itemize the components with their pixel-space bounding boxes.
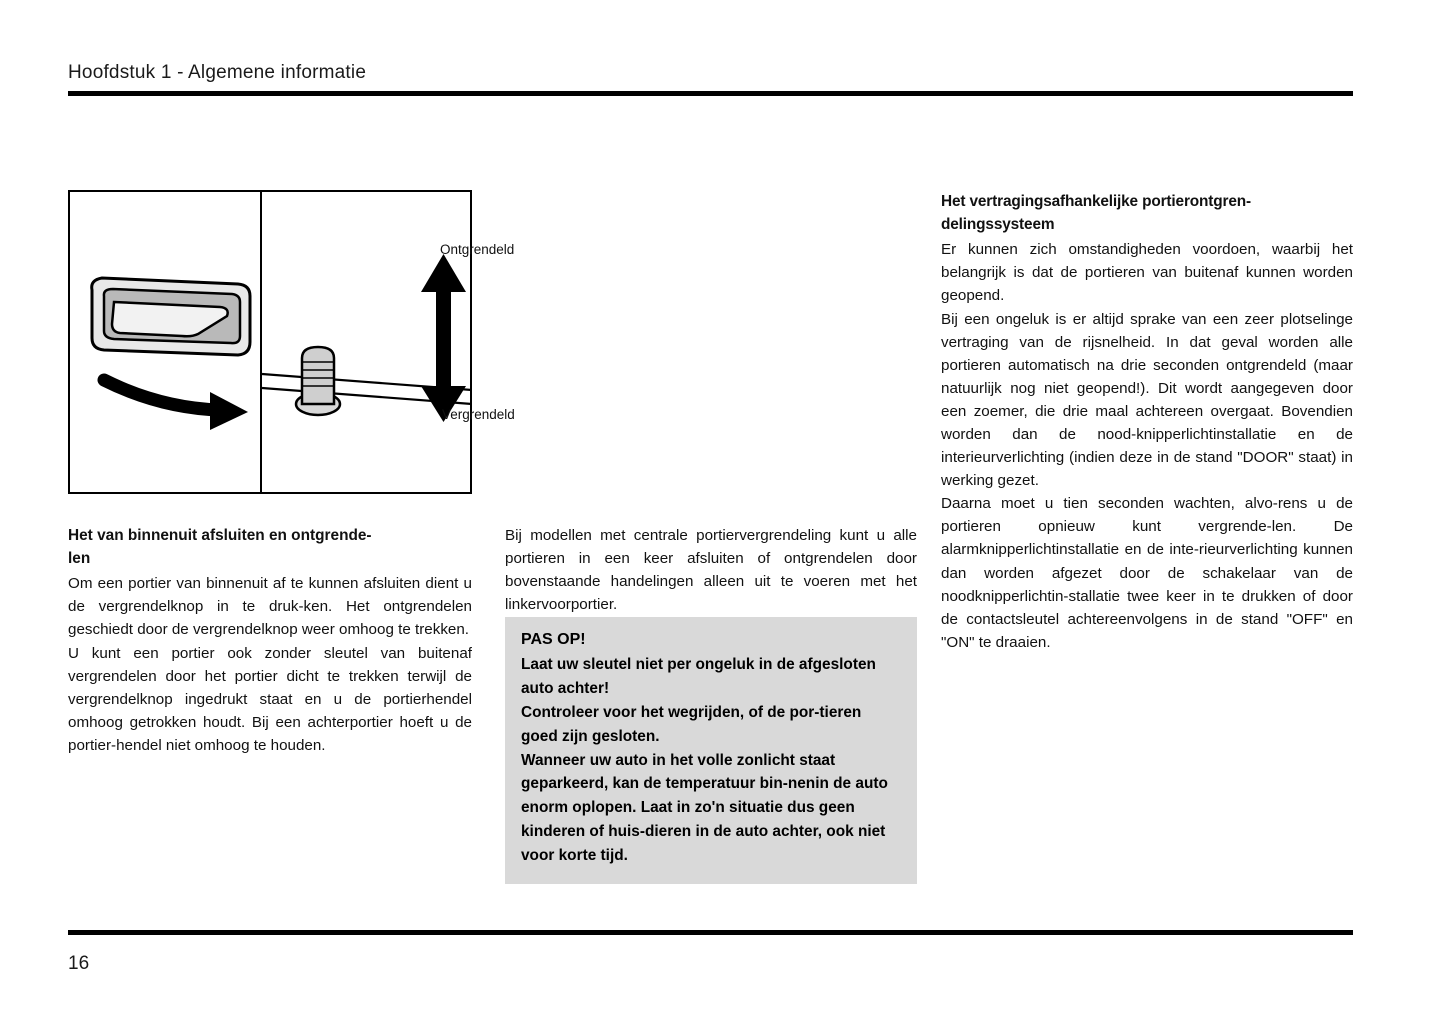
- caution-line-2: Controleer voor het wegrijden, of de por-tieren goed zijn gesloten.: [521, 703, 862, 745]
- header-divider: [68, 91, 1353, 96]
- figure-label-unlocked: Ontgrendeld: [440, 242, 515, 257]
- caution-body: [521, 653, 901, 868]
- caution-line-1: Laat uw sleutel niet per ongeluk in de afgesloten auto achter!: [521, 656, 876, 697]
- column-right: [941, 190, 1353, 654]
- paragraph-central-locking: Bij modellen met centrale portiervergrendeling kunt u alle portieren in een keer afsluiten of ontgrendelen door bovenstaande handelingen alleen uit te voeren met het linkervoorportier.: [505, 527, 917, 614]
- lock-knob-illustration: [262, 192, 472, 492]
- paragraph-deceleration-3: Daarna moet u tien seconden wachten, alvo-rens u de portieren opnieuw kunt vergrende-len. De alarmknipperlichtinstallatie en de inte-rieurverlichting kunnen dan worden afgezet door de schakelaar van de noodknipperlichtin-stallatie twee keer in te drukken of door de contactsleutel achtereenvolgens in de stand "OFF" en "ON" te draaien.: [941, 495, 1353, 651]
- caution-box: [505, 617, 917, 884]
- paragraph-locking-2: U kunt een portier ook zonder sleutel van buitenaf vergrendelen door het portier dicht te trekken terwijl de vergrendelknop ingedrukt staat en u de portierhendel omhoog getrokken houdt. Bij een achterportier hoeft u de portier-hendel niet omhoog te houden.: [68, 644, 472, 754]
- figure-label-locked: Vergrendeld: [442, 407, 515, 422]
- lock-knob-panel: [262, 192, 515, 492]
- paragraph-locking-1: Om een portier van binnenuit af te kunnen afsluiten dient u de vergrendelknop in te druk-ken. Het ontgrendelen geschiedt door de vergrendelknop weer omhoog te trekken.: [68, 575, 472, 639]
- section-heading-deceleration: Het vertragingsafhankelijke portierontgren- delingssysteem: [941, 193, 1251, 234]
- column-middle: [505, 524, 917, 616]
- paragraph-deceleration-1: Er kunnen zich omstandigheden voordoen, waarbij het belangrijk is dat de portieren van buitenaf kunnen worden geopend.: [941, 241, 1353, 305]
- paragraph-deceleration-2: Bij een ongeluk is er altijd sprake van een zeer plotselinge vertraging van de rijsnelheid. In dat geval worden alle portieren automatisch na drie seconden ontgrendeld (maar natuurlijk nog niet geopend!). Dit wordt aangegeven door een zoemer, die drie maal achtereen overgaat. Bovendien worden dan de nood-knipperlichtinstallatie en de interieurverlichting (indien deze in de stand "DOOR" staat) in werking gezet.: [941, 310, 1353, 490]
- door-handle-illustration: [70, 192, 260, 492]
- page-number: 16: [68, 953, 90, 974]
- door-handle-panel: [70, 192, 260, 492]
- caution-title: PAS OP!: [521, 631, 586, 648]
- door-lock-figure: [68, 190, 515, 494]
- section-heading-locking: Het van binnenuit afsluiten en ontgrende- len: [68, 527, 372, 568]
- caution-line-3: Wanneer uw auto in het volle zonlicht staat geparkeerd, kan de temperatuur bin-nenin de auto enorm oplopen. Laat in zo'n situatie dus geen kinderen of huis-dieren in de auto achter, ook niet voor korte tijd.: [521, 751, 888, 864]
- page-header: [68, 62, 1353, 96]
- page-footer: [68, 930, 1353, 975]
- chapter-title: Hoofdstuk 1 - Algemene informatie: [68, 62, 367, 83]
- column-left: [68, 524, 472, 757]
